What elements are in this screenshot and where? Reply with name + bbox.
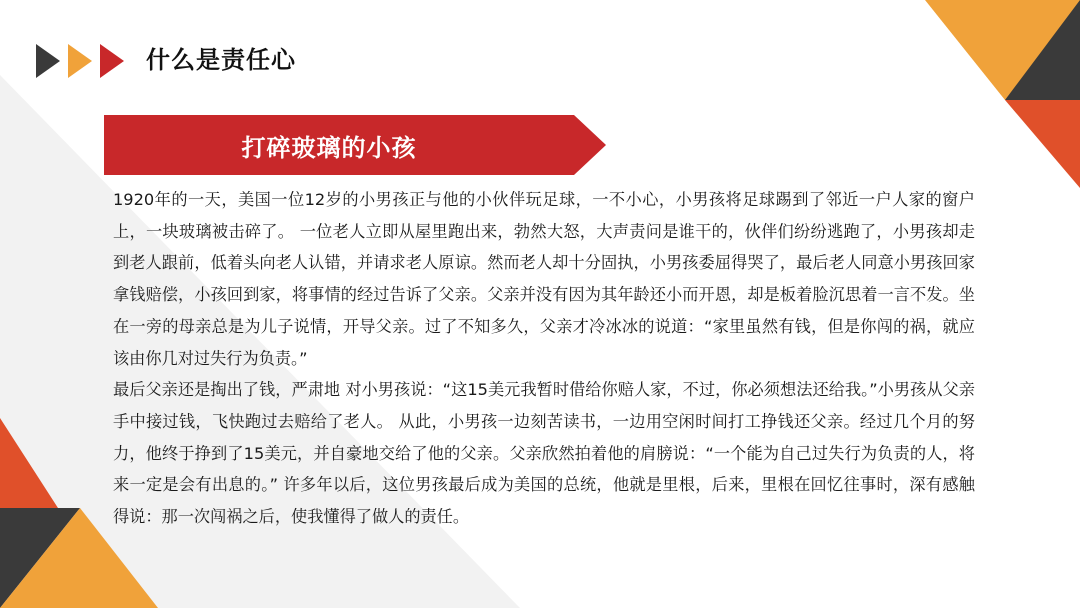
story-text (113, 184, 975, 533)
section-banner (104, 115, 606, 175)
orange-arrow-icon (68, 44, 92, 78)
title-arrow-icons (36, 44, 136, 78)
story-paragraph: 最后父亲还是掏出了钱，严肃地 对小男孩说：“这15美元我暂时借给你赔人家，不过，你必须想法还给我。”小男孩从父亲手中接过钱，飞快跑过去赔给了老人。 从此，小男孩一边刻苦读书，一边用空闲时间打工挣钱还父亲。经过几个月的努力，他终于挣到了15美元，并自豪地交给了他的父亲。父亲欣然拍着他的肩膀说：“一个能为自己过失行为负责的人，将来一定是会有出息的。” 许多年以后，这位男孩最后成为美国的总统，他就是里根，后来，里根在回忆往事时，深有感触得说：那一次闯祸之后，使我懂得了做人的责任。 (113, 380, 975, 527)
dark-arrow-icon (36, 44, 60, 78)
story-paragraph: 1920年的一天，美国一位12岁的小男孩正与他的小伙伴玩足球，一不小心，小男孩将足球踢到了邻近一户人家的窗户上，一块玻璃被击碎了。 一位老人立即从屋里跑出来，勃然大怒，大声责问是谁干的，伙伴们纷纷逃跑了，小男孩却走到老人跟前，低着头向老人认错，并请求老人原谅。然而老人却十分固执，小男孩委屈得哭了，最后老人同意小男孩回家拿钱赔偿，小孩回到家，将事情的经过告诉了父亲。父亲并没有因为其年龄还小而开恩，却是板着脸沉思着一言不发。坐在一旁的母亲总是为儿子说情，开导父亲。过了不知多久，父亲才冷冰冰的说道：“家里虽然有钱，但是你闯的祸，就应该由你几对过失行为负责。” (113, 190, 975, 368)
red-arrow-icon (100, 44, 124, 78)
top-right-red-triangle (1005, 100, 1080, 188)
banner-title: 打碎玻璃的小孩 (241, 133, 417, 162)
slide-title: 什么是责任心 (146, 46, 296, 74)
